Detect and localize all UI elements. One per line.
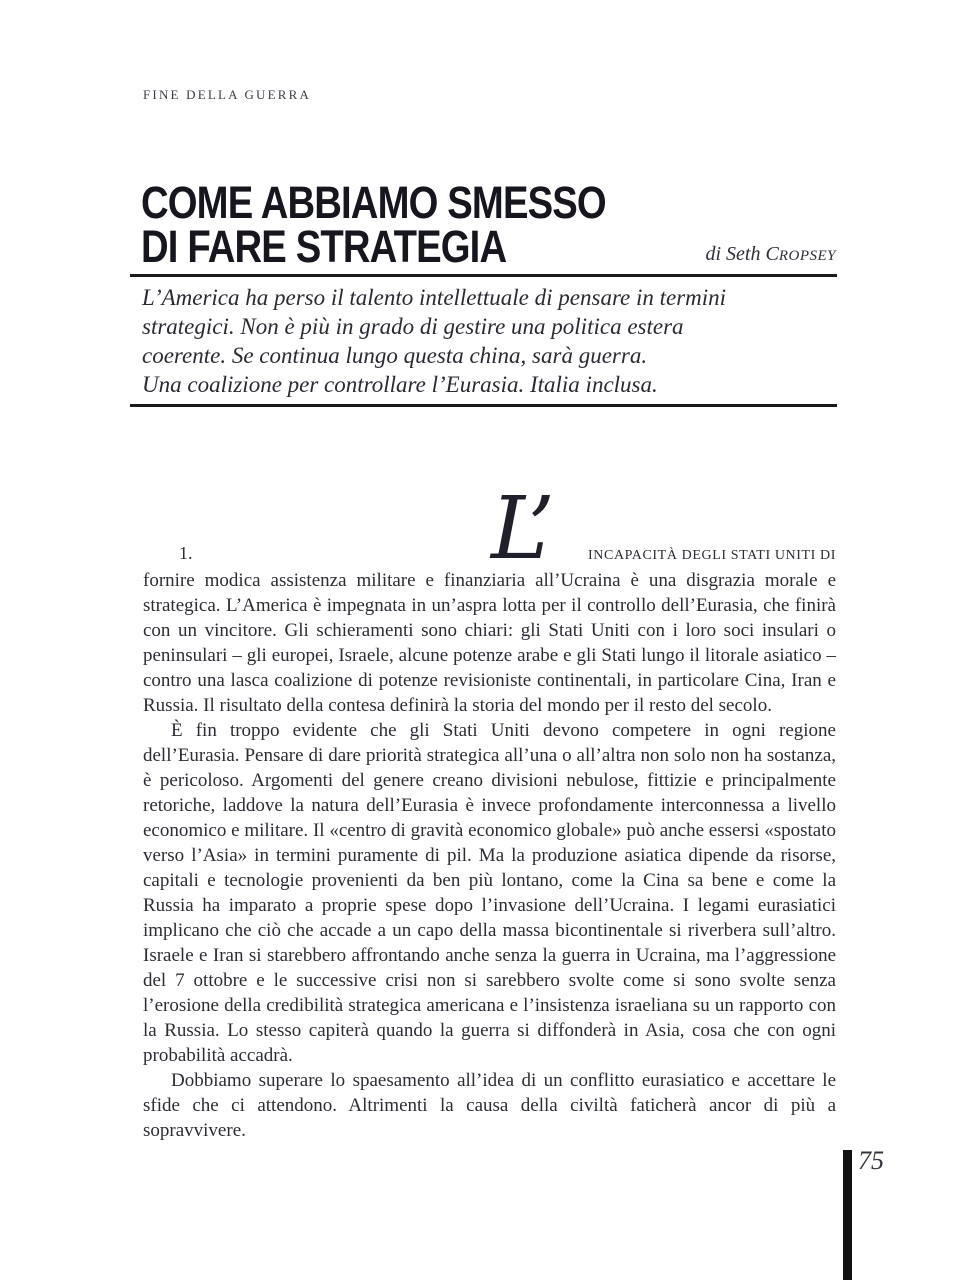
opening-row bbox=[143, 479, 836, 579]
folio-bar bbox=[843, 1150, 852, 1280]
standfirst bbox=[142, 283, 842, 399]
article-body bbox=[143, 568, 836, 1143]
page-number: 75 bbox=[858, 1146, 884, 1175]
title-rule bbox=[130, 274, 837, 277]
body-paragraph: Dobbiamo superare lo spaesamento all’idea di un conflitto eurasiatico e accettare le sfide che ci attendono. Altrimenti la causa della civiltà faticherà ancor di più a sopravvivere. bbox=[143, 1070, 836, 1141]
dropcap-letter: L’ bbox=[491, 479, 555, 579]
section-kicker: FINE DELLA GUERRA bbox=[143, 87, 312, 102]
standfirst-rule bbox=[130, 404, 837, 407]
opening-smallcaps: INCAPACITÀ DEGLI STATI UNITI DI bbox=[588, 548, 836, 563]
article-title-line2: DI FARE STRATEGIA bbox=[141, 221, 507, 272]
standfirst-line: Una coalizione per controllare l’Eurasia. Italia inclusa. bbox=[142, 372, 658, 397]
body-paragraph: È fin troppo evidente che gli Stati Uniti devono competere in ogni regione dell’Eurasia. Pensare di dare priorità strategica all’una o all’altra non solo non ha sostanza, è pericoloso. Argomenti del genere creano divisioni nebulose, fittizie e principalmente retoriche, laddove la natura dell’Eurasia è invece profondamente interconnessa a livello economico e militare. Il «centro di gravità economico globale» può anche essersi «spostato verso l’Asia» in termini puramente di pil. Ma la produzione asiatica dipende da risorse, capitali e tecnologie provenienti da ben più lontano, come la Cina sa bene e come la Russia ha imparato a proprie spese dopo l’invasione dell’Ucraina. I legami eurasiatici implicano che ciò che accade a un capo della massa bicontinentale si riverbera sull’altro. Israele e Iran si starebbero affrontando anche senza la guerra in Ucraina, ma l’aggressione del 7 ottobre e le successive crisi non si sarebbero svolte come si sono svolte senza l’erosione della credibilità strategica americana e l’insistenza israeliana su un rapporto con la Russia. Lo stesso capiterà quando la guerra si diffonderà in Asia, cosa che con ogni probabilità accadrà. bbox=[143, 720, 836, 1066]
author-last-initial: C bbox=[765, 243, 779, 265]
byline bbox=[705, 243, 836, 266]
article-title-line1: COME ABBIAMO SMESSO bbox=[141, 177, 606, 228]
standfirst-line: strategici. Non è più in grado di gestire una politica estera bbox=[142, 314, 684, 339]
author-last-name: ROPSEY bbox=[778, 248, 836, 264]
body-paragraph: fornire modica assistenza militare e finanziaria all’Ucraina è una disgrazia morale e strategica. L’America è impegnata in un’aspra lotta per il controllo dell’Eurasia, che finirà con un vincitore. Gli schieramenti sono chiari: gli Stati Uniti con i loro soci insulari o peninsulari – gli europei, Israele, alcune potenze arabe e gli Stati lungo il litorale asiatico – contro una lasca coalizione di potenze revisioniste continentali, in particolare Cina, Iran e Russia. Il risultato della contesa definirà la storia del mondo per il resto del secolo. bbox=[143, 570, 836, 716]
byline-prefix: di bbox=[705, 243, 727, 265]
section-number: 1. bbox=[179, 543, 193, 563]
standfirst-line: coerente. Se continua lungo questa china, sarà guerra. bbox=[142, 343, 648, 368]
article-title bbox=[141, 177, 606, 272]
standfirst-line: L’America ha perso il talento intellettuale di pensare in termini bbox=[142, 285, 727, 310]
author-first-name: Seth bbox=[726, 243, 766, 265]
